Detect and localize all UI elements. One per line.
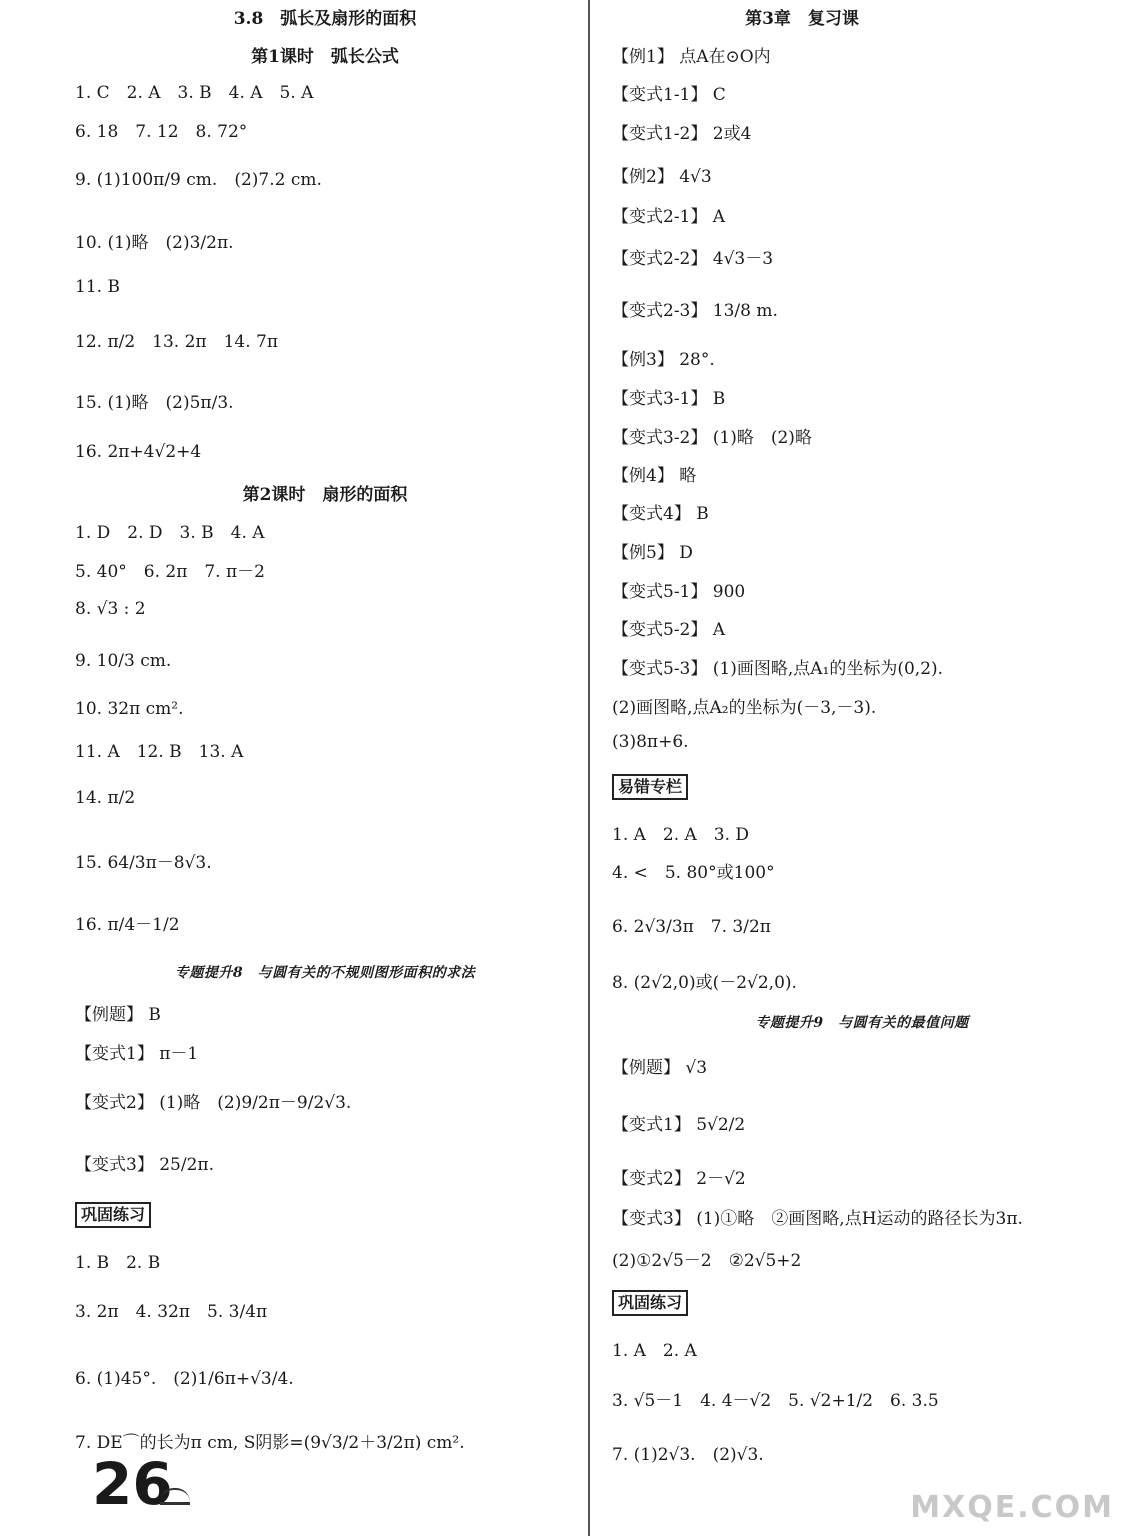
answer-line: 【例1】 点A在⊙O内 xyxy=(612,47,771,67)
answer-line: 6. 18 7. 12 8. 72° xyxy=(75,122,248,142)
answer-line: 1. C 2. A 3. B 4. A 5. A xyxy=(75,83,314,103)
answer-line: 15. (1)略 (2)5π/3. xyxy=(75,393,234,413)
answer-line: 14. π/2 xyxy=(75,788,136,808)
lesson-1-title: 第1课时 弧长公式 xyxy=(251,47,399,67)
answer-line: 【例题】 B xyxy=(75,1005,161,1025)
lesson-2-title: 第2课时 扇形的面积 xyxy=(242,485,408,505)
answer-line: 【变式1-2】 2或4 xyxy=(612,124,752,144)
answer-line: 【变式1】 5√2/2 xyxy=(612,1115,746,1135)
answer-line: 【变式5-3】 (1)画图略,点A₁的坐标为(0,2). xyxy=(612,659,944,679)
answer-line: (2)画图略,点A₂的坐标为(－3,－3). xyxy=(612,698,877,718)
answer-line: 【变式5-2】 A xyxy=(612,620,726,640)
answer-line: 1. D 2. D 3. B 4. A xyxy=(75,523,265,543)
answer-line: 11. A 12. B 13. A xyxy=(75,742,244,762)
page-number: 26 xyxy=(92,1450,173,1518)
answer-line: 【例5】 D xyxy=(612,543,693,563)
decorative-mark-icon xyxy=(160,1488,190,1505)
answer-line: 16. π/4－1/2 xyxy=(75,915,180,935)
answer-line: 6. 2√3/3π 7. 3/2π xyxy=(612,917,771,937)
answer-line: 11. B xyxy=(75,277,120,297)
chapter-review-title: 第3章 复习课 xyxy=(745,9,859,29)
practice-box-label: 巩固练习 xyxy=(612,1290,688,1316)
answer-line: 【变式1】 π－1 xyxy=(75,1044,199,1064)
answer-line: 【变式3】 25/2π. xyxy=(75,1155,214,1175)
answer-line: 15. 64/3π－8√3. xyxy=(75,853,212,873)
answer-line: 【例题】 √3 xyxy=(612,1058,708,1078)
answer-line: 1. A 2. A 3. D xyxy=(612,825,750,845)
answer-line: 【例2】 4√3 xyxy=(612,167,712,187)
answer-line: 【变式3-1】 B xyxy=(612,389,726,409)
answer-line: 9. (1)100π/9 cm. (2)7.2 cm. xyxy=(75,170,322,190)
answer-line: 6. (1)45°. (2)1/6π+√3/4. xyxy=(75,1369,294,1389)
answer-line: 【变式2】 2－√2 xyxy=(612,1169,746,1189)
answer-line: 【变式3-2】 (1)略 (2)略 xyxy=(612,428,812,448)
answer-line: 【例4】 略 xyxy=(612,466,697,486)
answer-line: 8. (2√2,0)或(－2√2,0). xyxy=(612,973,797,993)
answer-line: 16. 2π+4√2+4 xyxy=(75,442,202,462)
answer-line: 12. π/2 13. 2π 14. 7π xyxy=(75,332,279,352)
answer-line: 【变式2】 (1)略 (2)9/2π－9/2√3. xyxy=(75,1093,352,1113)
answer-line: 【例3】 28°. xyxy=(612,350,715,370)
answer-line: 10. 32π cm². xyxy=(75,699,184,719)
column-divider xyxy=(588,0,590,1536)
answer-line: 【变式4】 B xyxy=(612,504,709,524)
answer-line: 【变式2-2】 4√3－3 xyxy=(612,249,774,269)
answer-line: 【变式2-1】 A xyxy=(612,207,726,227)
special-topic-9-title: 专题提升9 与圆有关的最值问题 xyxy=(755,1015,969,1031)
answer-line: 8. √3 : 2 xyxy=(75,599,146,619)
watermark: MXQE.COM xyxy=(910,1490,1114,1525)
answer-line: 【变式3】 (1)①略 ②画图略,点H运动的路径长为3π. xyxy=(612,1209,1023,1229)
answer-line: (2)①2√5－2 ②2√5+2 xyxy=(612,1251,802,1271)
answer-line: 1. A 2. A xyxy=(612,1341,697,1361)
error-prone-box-label: 易错专栏 xyxy=(612,774,688,800)
answer-line: 10. (1)略 (2)3/2π. xyxy=(75,233,234,253)
special-topic-8-title: 专题提升8 与圆有关的不规则图形面积的求法 xyxy=(174,965,476,981)
answer-line: 4. < 5. 80°或100° xyxy=(612,863,775,883)
answer-line: 3. 2π 4. 32π 5. 3/4π xyxy=(75,1302,268,1322)
practice-box-label: 巩固练习 xyxy=(75,1202,151,1228)
answer-line: (3)8π+6. xyxy=(612,732,689,752)
answer-line: 9. 10/3 cm. xyxy=(75,651,172,671)
answer-line: 7. (1)2√3. (2)√3. xyxy=(612,1445,764,1465)
answer-line: 5. 40° 6. 2π 7. π－2 xyxy=(75,562,265,582)
answer-line: 1. B 2. B xyxy=(75,1253,161,1273)
answer-line: 【变式2-3】 13/8 m. xyxy=(612,301,778,321)
answer-line: 7. DE⌒的长为π cm, S阴影=(9√3/2＋3/2π) cm². xyxy=(75,1433,465,1453)
answer-line: 【变式5-1】 900 xyxy=(612,582,746,602)
answer-line: 3. √5－1 4. 4－√2 5. √2+1/2 6. 3.5 xyxy=(612,1391,939,1411)
answer-line: 【变式1-1】 C xyxy=(612,85,726,105)
section-title: 3.8 弧长及扇形的面积 xyxy=(233,9,417,29)
